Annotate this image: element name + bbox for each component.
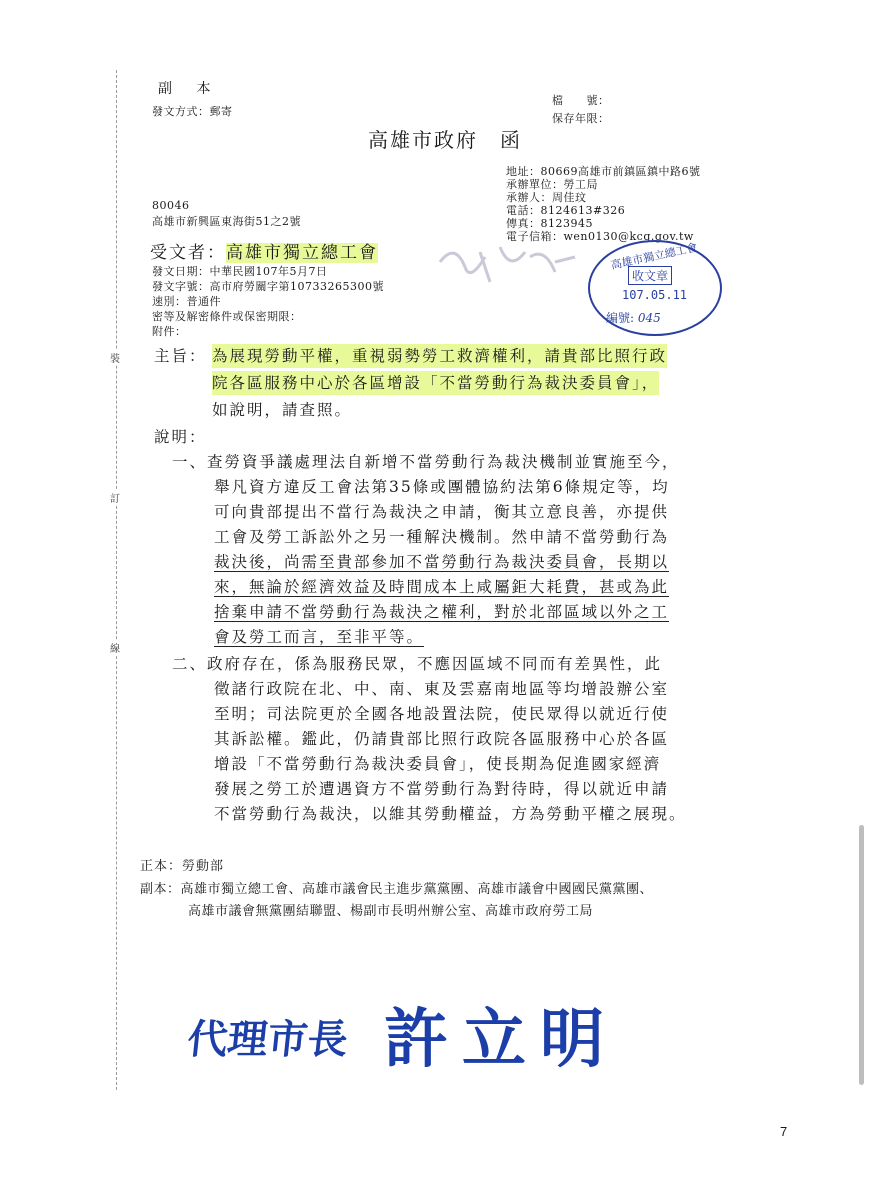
binding-line (116, 70, 117, 1090)
document-number: 發文字號：高市府勞關字第10733265300號 (152, 280, 384, 293)
stamp-date: 107.05.11 (622, 288, 688, 302)
binding-mark-2: 訂 (110, 490, 120, 505)
item1-line-6: 來，無論於經濟效益及時間成本上咸屬鉅大耗費，甚或為此 (214, 578, 670, 596)
distribution-copies-2: 高雄市議會無黨團結聯盟、楊副市長明州辦公室、高雄市政府勞工局 (188, 904, 594, 919)
stamp-number (606, 309, 661, 326)
sender-unit: 承辦單位：勞工局 (506, 178, 598, 191)
recipient-street: 高雄市新興區東海街51之2號 (152, 215, 301, 228)
recipient-label: 受文者： (150, 243, 226, 263)
sender-handler: 承辦人：周佳玟 (506, 191, 587, 204)
sender-email: 電子信箱：wen0130@kcg.gov.tw (506, 230, 694, 243)
stamp-org: 高雄市獨立總工會 (609, 240, 699, 272)
binding-mark-1: 裝 (110, 350, 120, 365)
stamp-number-label: 編號: (606, 311, 635, 325)
send-method: 發文方式：郵寄 (152, 105, 233, 118)
item2-line-4: 其訴訟權。鑑此，仍請貴部比照行政院各區服務中心於各區 (214, 730, 670, 748)
item1-line-4: 工會及勞工訴訟外之另一種解決機制。然申請不當勞動行為 (214, 528, 670, 546)
receipt-stamp (588, 240, 722, 336)
handwritten-mark (430, 232, 590, 294)
vertical-scrollbar[interactable] (859, 825, 864, 1085)
stamp-label: 收文章 (628, 266, 672, 285)
item1-line-8: 會及勞工而言，至非平等。 (214, 628, 425, 646)
explanation-label: 說明： (154, 428, 207, 446)
recipient-name: 高雄市獨立總工會 (226, 243, 378, 263)
speed-class: 速別：普通件 (152, 295, 221, 308)
issue-date: 發文日期：中華民國107年5月7日 (152, 265, 328, 278)
item1-line-1: 一、查勞資爭議處理法自新增不當勞動行為裁決機制並實施至今， (172, 453, 680, 471)
page-number: 7 (780, 1124, 788, 1139)
item2-line-5: 增設「不當勞動行為裁決委員會」，使長期為促進國家經濟 (214, 755, 662, 773)
item2-line-1: 二、政府存在，係為服務民眾，不應因區域不同而有差異性，此 (172, 655, 663, 673)
subject-line-3: 如說明，請查照。 (212, 401, 353, 419)
binding-mark-3: 線 (110, 640, 120, 655)
item2-line-7: 不當勞動行為裁決，以維其勞動權益，方為勞動平權之展現。 (214, 805, 687, 823)
item1-line-3: 可向貴部提出不當行為裁決之申請，衡其立意良善，亦提供 (214, 503, 670, 521)
stamp-number-value: 045 (637, 311, 661, 325)
subject-line-2: 院各區服務中心於各區增設「不當勞動行為裁決委員會」， (212, 371, 659, 395)
subject-line-1: 為展現勞動平權，重視弱勢勞工救濟權利，請貴部比照行政 (212, 344, 667, 368)
item1-line-2: 舉凡資方違反工會法第35條或團體協約法第6條規定等，均 (214, 478, 670, 496)
distribution-copies-1: 副本：高雄市獨立總工會、高雄市議會民主進步黨黨團、高雄市議會中國國民黨黨團、 (140, 882, 654, 897)
item2-line-3: 至明；司法院更於全國各地設置法院，使民眾得以就近行使 (214, 705, 670, 723)
file-number-label: 檔 號： (552, 94, 610, 107)
sender-phone: 電話：8124613#326 (506, 204, 626, 217)
sender-address: 地址：80669高雄市前鎮區鎮中路6號 (506, 165, 701, 178)
sender-fax: 傳真：8123945 (506, 217, 593, 230)
distribution-main: 正本：勞動部 (140, 859, 225, 874)
attachment: 附件： (152, 325, 187, 338)
recipient-line (150, 238, 378, 263)
item1-line-5: 裁決後，尚需至貴部參加不當勞動行為裁決委員會，長期以 (214, 553, 670, 571)
signature-title: 代理市長 (185, 1016, 351, 1063)
recipient-zip: 80046 (152, 199, 190, 212)
item1-line-7: 捨棄申請不當勞動行為裁決之權利，對於北部區域以外之工 (214, 603, 670, 621)
item2-line-2: 徵諸行政院在北、中、南、東及雲嘉南地區等均增設辦公室 (214, 680, 670, 698)
signature-name: 許立明 (384, 1002, 618, 1077)
subject-label: 主旨： (154, 347, 207, 365)
copy-label: 副 本 (158, 81, 221, 97)
document-title: 高雄市政府 函 (368, 128, 522, 152)
retention-label: 保存年限： (552, 112, 610, 125)
security-class: 密等及解密條件或保密期限： (152, 310, 302, 323)
item2-line-6: 發展之勞工於遭遇資方不當勞動行為對待時，得以就近申請 (214, 780, 670, 798)
